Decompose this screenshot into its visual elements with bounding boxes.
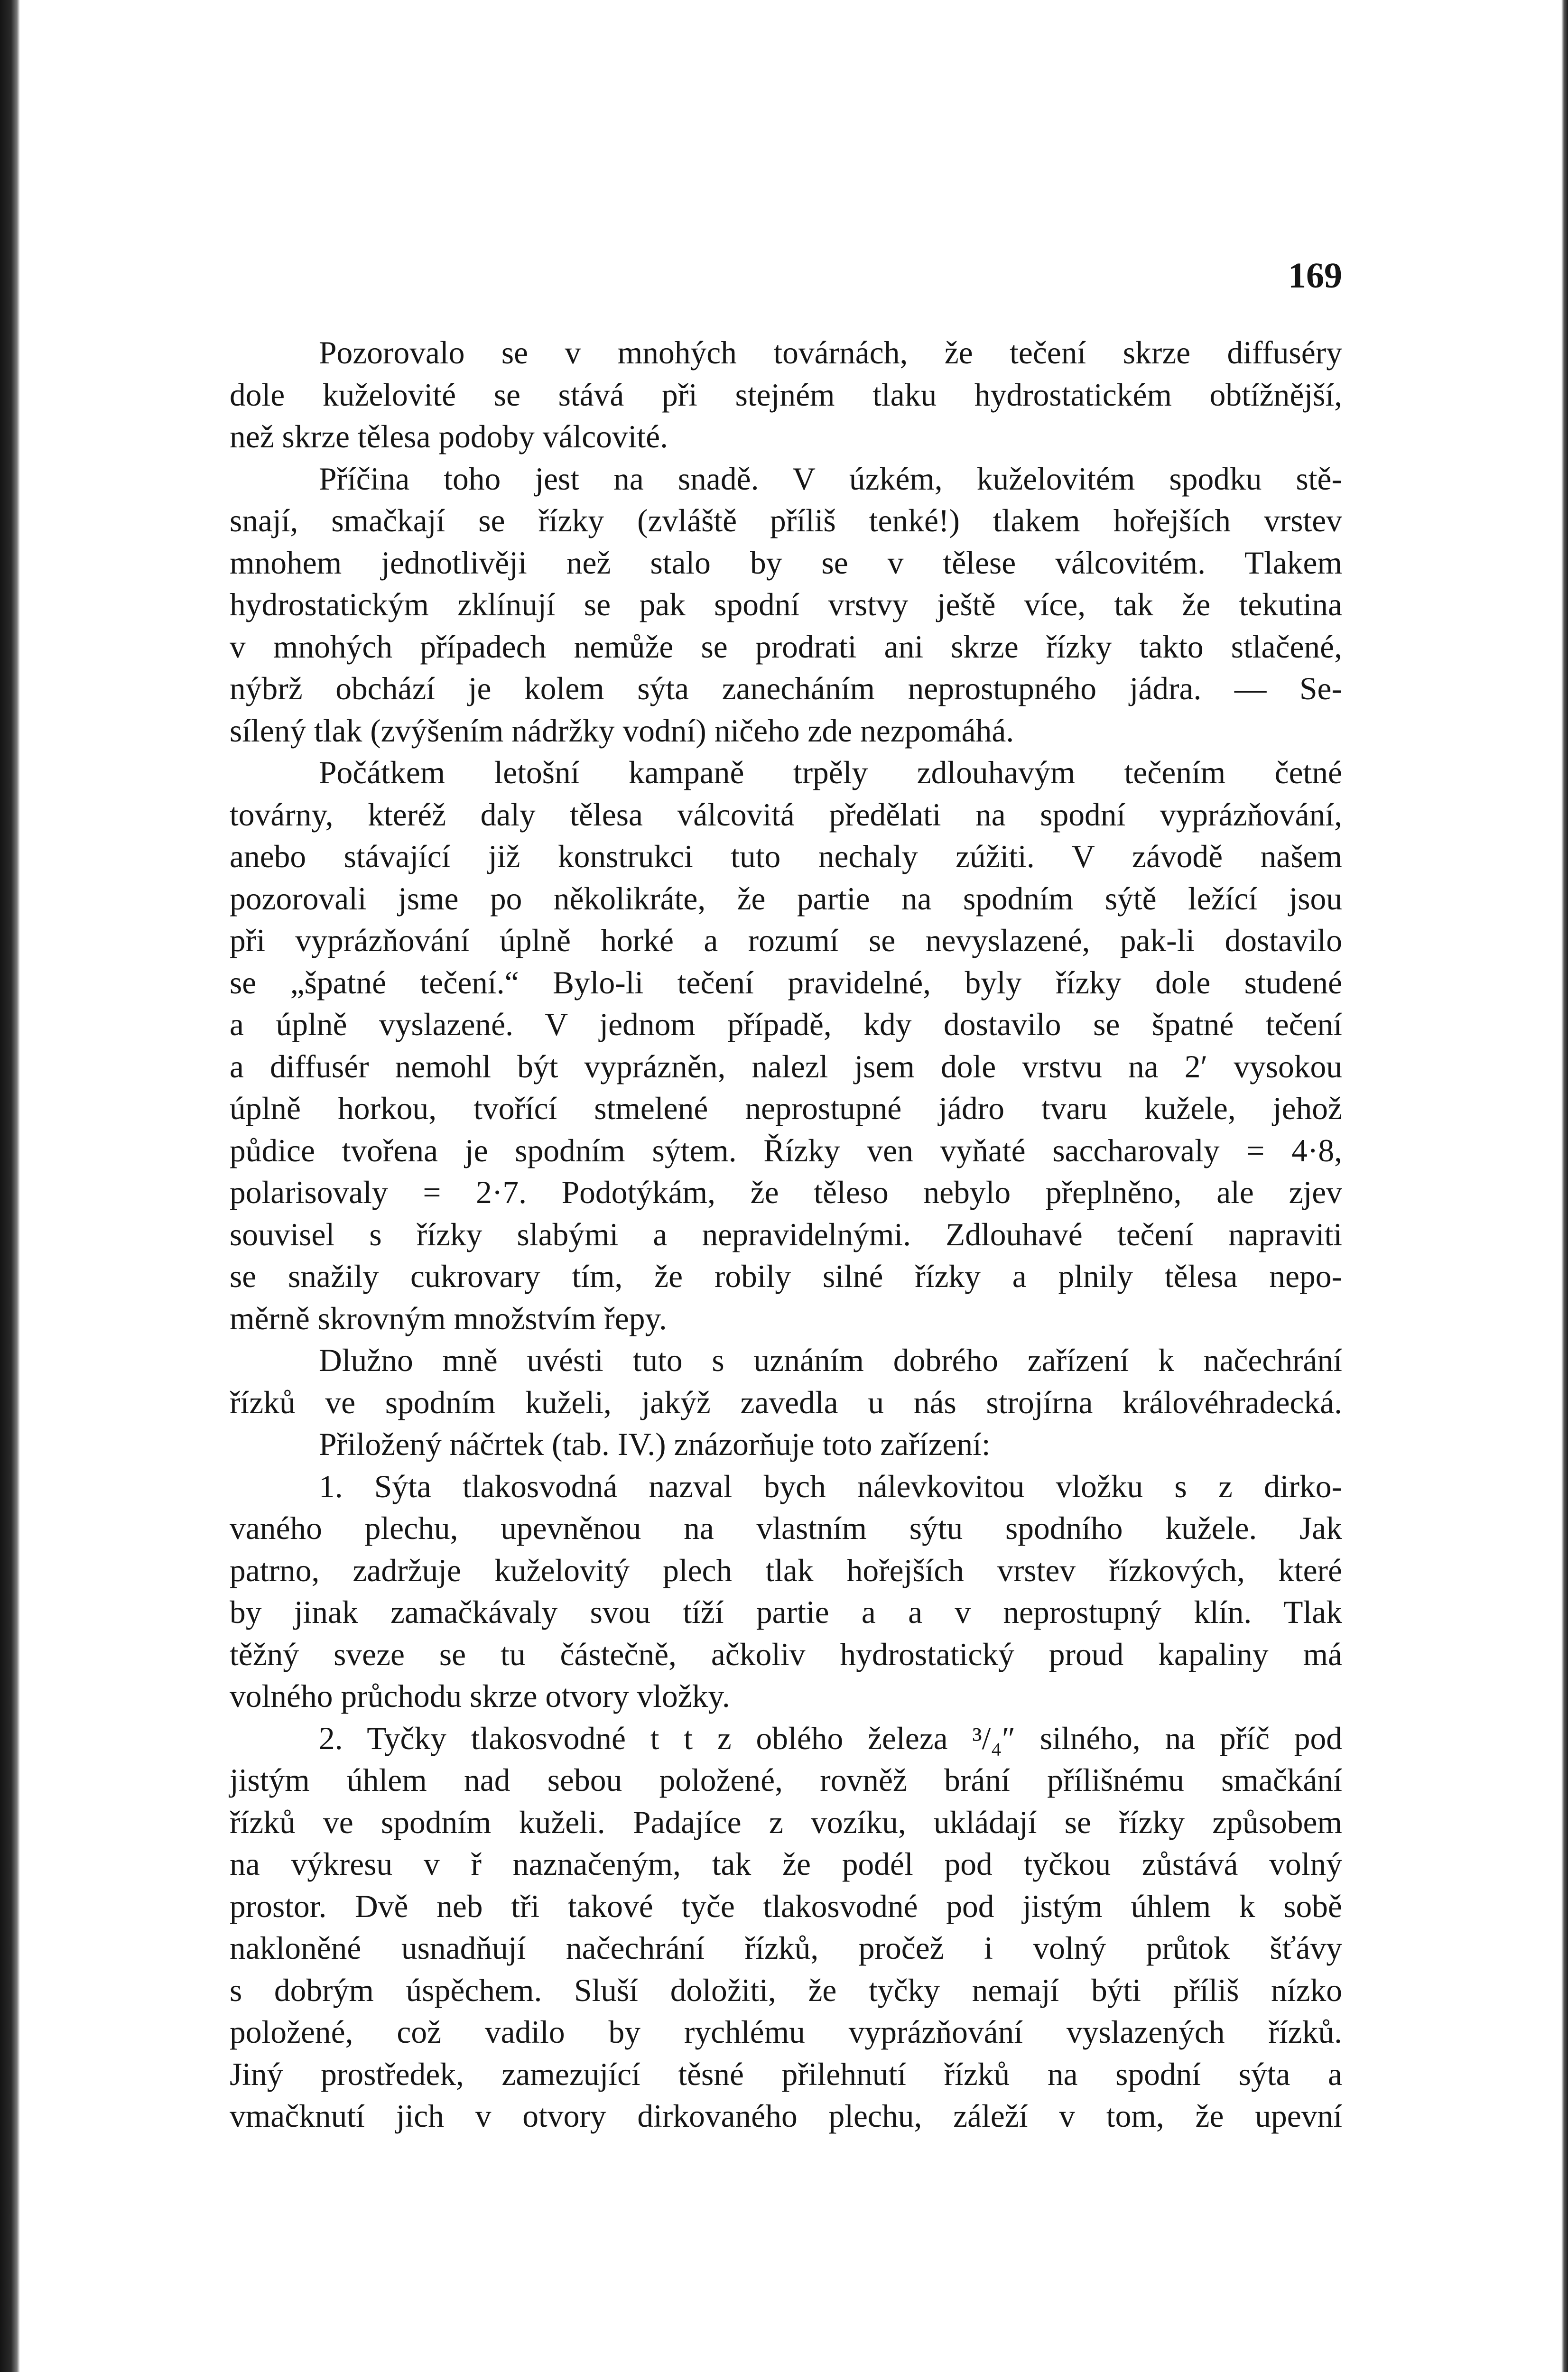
text-line: na výkresu v ř naznačeným, tak že podél pod tyčkou zůstává volný: [230, 1846, 1342, 1882]
text-line: Jiný prostředek, zamezující těsné přilehnutí řízků na spodní sýta a: [230, 2056, 1342, 2092]
text-line: 1. Sýta tlakosvodná nazval bych nálevkovitou vložku s z dirko-: [319, 1468, 1342, 1504]
text-line: polarisovaly = 2·7. Podotýkám, že těleso nebylo přeplněno, ale zjev: [230, 1175, 1342, 1210]
text-line: Pozorovalo se v mnohých továrnách, že tečení skrze diffuséry: [319, 335, 1342, 371]
text-line: 2. Tyčky tlakosvodné t t z oblého železa ³/₄″ silného, na příč pod: [319, 1720, 1342, 1756]
text-line: měrně skrovným množstvím řepy.: [230, 1300, 667, 1336]
text-line: dole kuželovité se stává při stejném tlaku hydrostatickém obtížnější,: [230, 377, 1342, 413]
text-line: Počátkem letošní kampaně trpěly zdlouhavým tečením četné: [319, 755, 1342, 790]
text-line: nakloněné usnadňují načechrání řízků, pročež i volný průtok šťávy: [230, 1930, 1342, 1966]
text-line: těžný sveze se tu částečně, ačkoliv hydrostatický proud kapaliny má: [230, 1636, 1342, 1672]
text-line: prostor. Dvě neb tři takové tyče tlakosvodné pod jistým úhlem k sobě: [230, 1888, 1342, 1924]
page-edge-right: [1561, 0, 1568, 2372]
text-line: továrny, kteréž daly tělesa válcovitá předělati na spodní vyprázňování,: [230, 797, 1342, 833]
text-line: hydrostatickým zklínují se pak spodní vrstvy ještě více, tak že tekutina: [230, 587, 1342, 622]
text-line: snají, smačkají se řízky (zvláště příliš tenké!) tlakem hořejších vrstev: [230, 503, 1342, 538]
text-line: než skrze tělesa podoby válcovité.: [230, 419, 668, 454]
text-line: úplně horkou, tvořící stmelené neprostupné jádro tvaru kužele, jehož: [230, 1091, 1342, 1126]
text-line: a diffusér nemohl být vyprázněn, nalezl jsem dole vrstvu na 2′ vysokou: [230, 1048, 1342, 1084]
text-line: souvisel s řízky slabými a nepravidelnými. Zdlouhavé tečení napraviti: [230, 1216, 1342, 1252]
text-line: při vyprázňování úplně horké a rozumí se nevyslazené, pak-li dostavilo: [230, 923, 1342, 958]
text-line: v mnohých případech nemůže se prodrati ani skrze řízky takto stlačené,: [230, 629, 1342, 665]
text-line: vmačknutí jich v otvory dirkovaného plechu, záleží v tom, že upevní: [230, 2098, 1342, 2134]
text-line: položené, což vadilo by rychlému vyprázňování vyslazených řízků.: [230, 2014, 1342, 2050]
text-line: Dlužno mně uvésti tuto s uznáním dobrého zařízení k načechrání: [319, 1343, 1342, 1378]
page-number: 169: [1288, 256, 1342, 296]
text-line: jistým úhlem nad sebou položené, rovněž brání přílišnému smačkání: [230, 1762, 1342, 1798]
text-line: anebo stávající již konstrukci tuto nechaly zúžiti. V závodě našem: [230, 839, 1342, 874]
text-line: řízků ve spodním kuželi. Padajíce z vozíku, ukládají se řízky způsobem: [230, 1804, 1342, 1840]
text-line: se snažily cukrovary tím, že robily silné řízky a plnily tělesa nepo-: [230, 1259, 1342, 1294]
text-line: s dobrým úspěchem. Sluší doložiti, že tyčky nemají býti příliš nízko: [230, 1972, 1342, 2008]
text-line: nýbrž obchází je kolem sýta zanecháním neprostupného jádra. — Se-: [230, 671, 1342, 706]
text-line: vaného plechu, upevněnou na vlastním sýtu spodního kužele. Jak: [230, 1510, 1342, 1546]
text-line: půdice tvořena je spodním sýtem. Řízky ven vyňaté saccharovaly = 4·8,: [230, 1132, 1342, 1168]
text-line: volného průchodu skrze otvory vložky.: [230, 1678, 730, 1714]
binding-edge-left: [0, 0, 20, 2372]
text-line: Přiložený náčrtek (tab. IV.) znázorňuje toto zařízení:: [319, 1427, 991, 1462]
text-line: Příčina toho jest na snadě. V úzkém, kuželovitém spodku stě-: [319, 461, 1342, 497]
text-line: a úplně vyslazené. V jednom případě, kdy dostavilo se špatné tečení: [230, 1007, 1342, 1042]
text-line: se „špatné tečení.“ Bylo-li tečení pravidelné, byly řízky dole studené: [230, 964, 1342, 1001]
text-line: pozorovali jsme po několikráte, že partie na spodním sýtě ležící jsou: [230, 880, 1342, 917]
text-line: sílený tlak (zvýšením nádržky vodní) ničeho zde nezpomáhá.: [230, 713, 1014, 749]
body-text: [230, 332, 1342, 2138]
text-line: řízků ve spodním kuželi, jakýž zavedla u nás strojírna královéhradecká.: [230, 1384, 1342, 1420]
text-line: patrno, zadržuje kuželovitý plech tlak hořejších vrstev řízkových, které: [230, 1552, 1342, 1588]
text-line: by jinak zamačkávaly svou tíží partie a a v neprostupný klín. Tlak: [230, 1594, 1342, 1630]
text-line: mnohem jednotlivěji než stalo by se v tělese válcovitém. Tlakem: [230, 545, 1342, 581]
